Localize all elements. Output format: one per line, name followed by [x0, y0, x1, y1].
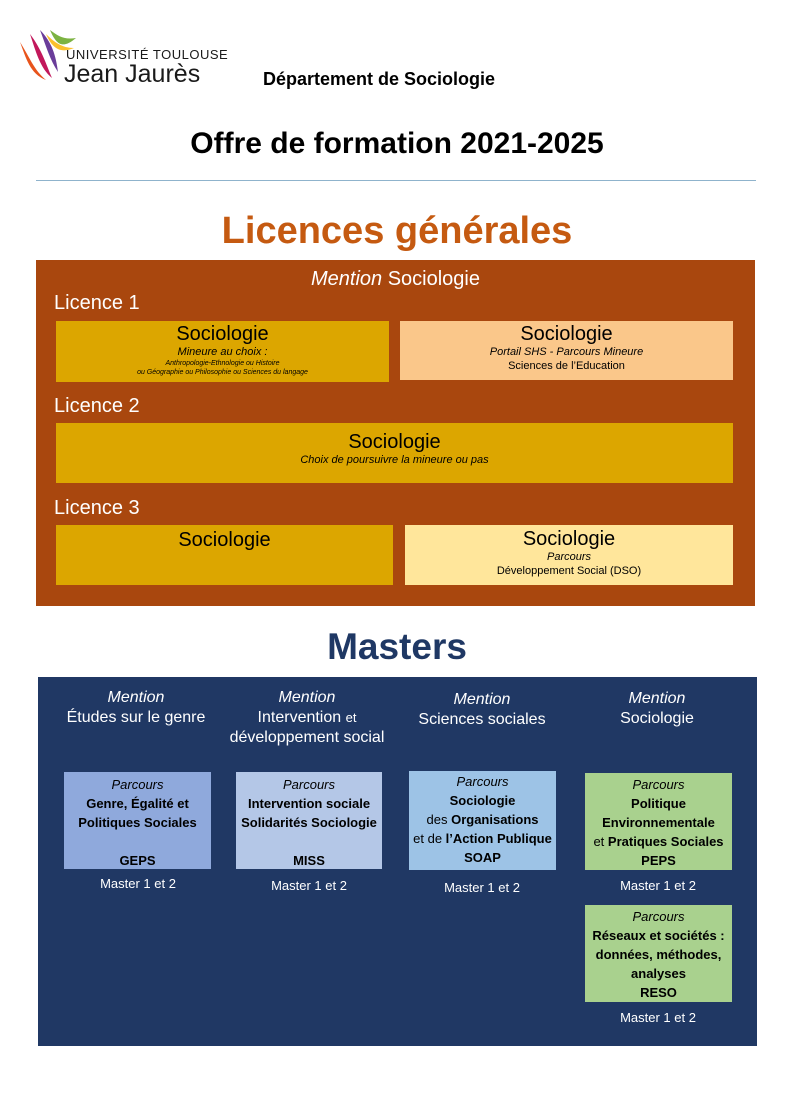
parcours-acronym: GEPS [119, 853, 156, 868]
mention-prefix: Mention [107, 689, 165, 706]
mention-genre [48, 688, 224, 728]
box-detail: Développement Social (DSO) [496, 565, 642, 577]
box-title: Sociologie [176, 323, 269, 345]
mention-sociologie [569, 689, 745, 729]
parcours-label: Parcours [456, 774, 509, 789]
parcours-acronym: PEPS [641, 853, 676, 868]
parcours-line: Environnementale [602, 815, 715, 830]
parcours-line-part: l’Action Publique [445, 831, 552, 846]
master-years: Master 1 et 2 [100, 876, 176, 891]
l3-sociologie-box [56, 525, 393, 585]
mention-prefix: Mention [278, 689, 336, 706]
parcours-line: données, méthodes, [595, 947, 722, 962]
university-name-line2: Jean Jaurès [64, 60, 201, 88]
licence-3-label: Licence 3 [54, 497, 140, 519]
l3-sociologie-dso-box [405, 525, 733, 585]
licence-1-label: Licence 1 [54, 292, 140, 314]
mention-sciences-sociales [394, 690, 570, 730]
parcours-label: Parcours [632, 777, 685, 792]
parcours-line-part: et [593, 834, 608, 849]
parcours-line-part: des [426, 812, 452, 827]
mention-name: développement social [229, 729, 385, 746]
mention-name: Sciences sociales [418, 711, 546, 728]
parcours-line: Sociologie [449, 793, 516, 808]
parcours-acronym: MISS [293, 853, 325, 868]
parcours-acronym: RESO [640, 985, 677, 1000]
parcours-miss-box [236, 772, 382, 869]
parcours-reso-box [585, 905, 732, 1002]
box-subtitle: Mineure au choix : [177, 346, 268, 358]
l1-sociologie-portail-box [400, 321, 733, 380]
mention-name-conj: et [345, 710, 357, 725]
parcours-line: Solidarités Sociologie [241, 815, 377, 830]
box-subtitle: Choix de poursuivre la mineure ou pas [300, 454, 489, 466]
master-years: Master 1 et 2 [444, 880, 520, 895]
mention-name: Intervention [257, 709, 342, 726]
parcours-soap-box [409, 771, 556, 870]
box-detail: Anthropologie-Ethnologie ou Histoire [165, 360, 280, 367]
master-years: Master 1 et 2 [271, 878, 347, 893]
divider [36, 180, 756, 181]
parcours-line-part: et de [413, 831, 446, 846]
parcours-acronym: SOAP [464, 850, 501, 865]
box-detail: Sciences de l’Education [508, 360, 625, 372]
mention-prefix: Mention [628, 690, 686, 707]
page-title: Offre de formation 2021-2025 [190, 127, 604, 160]
box-title: Sociologie [520, 323, 613, 345]
box-title: Sociologie [178, 529, 271, 551]
licence-2-label: Licence 2 [54, 395, 140, 417]
l1-sociologie-mineure-box [56, 321, 389, 382]
parcours-line: Genre, Égalité et [86, 796, 189, 811]
l2-sociologie-box [56, 423, 733, 483]
box-subtitle: Portail SHS - Parcours Mineure [489, 346, 644, 358]
master-years: Master 1 et 2 [620, 1010, 696, 1025]
parcours-line: Politiques Sociales [78, 815, 197, 830]
parcours-line: Politique [631, 796, 686, 811]
licences-heading: Licences générales [221, 210, 573, 252]
parcours-peps-box [585, 773, 732, 870]
master-years: Master 1 et 2 [620, 878, 696, 893]
box-subtitle: Parcours [546, 551, 592, 563]
mention-prefix: Mention [310, 268, 383, 290]
parcours-geps-box [64, 772, 211, 869]
mention-prefix: Mention [453, 691, 511, 708]
box-title: Sociologie [522, 528, 616, 550]
university-name-line1: UNIVERSITÉ TOULOUSE [66, 47, 229, 62]
box-title: Sociologie [348, 431, 441, 453]
parcours-label: Parcours [632, 909, 685, 924]
mention-name: Sociologie [387, 268, 480, 290]
parcours-label: Parcours [282, 777, 336, 792]
parcours-line-part: Pratiques Sociales [607, 834, 724, 849]
parcours-label: Parcours [111, 777, 164, 792]
licences-mention [36, 268, 755, 291]
masters-heading: Masters [327, 626, 467, 667]
parcours-line: analyses [631, 966, 686, 981]
mention-name: Études sur le genre [66, 709, 206, 726]
mention-name: Sociologie [620, 710, 694, 727]
parcours-line: Intervention sociale [247, 796, 371, 811]
mention-intervention [219, 688, 395, 748]
parcours-line: Réseaux et sociétés : [592, 928, 725, 943]
box-detail: ou Géographie ou Philosophie ou Sciences du langage [137, 369, 308, 376]
parcours-line-part: Organisations [451, 812, 539, 827]
department-name: Département de Sociologie [263, 69, 496, 89]
